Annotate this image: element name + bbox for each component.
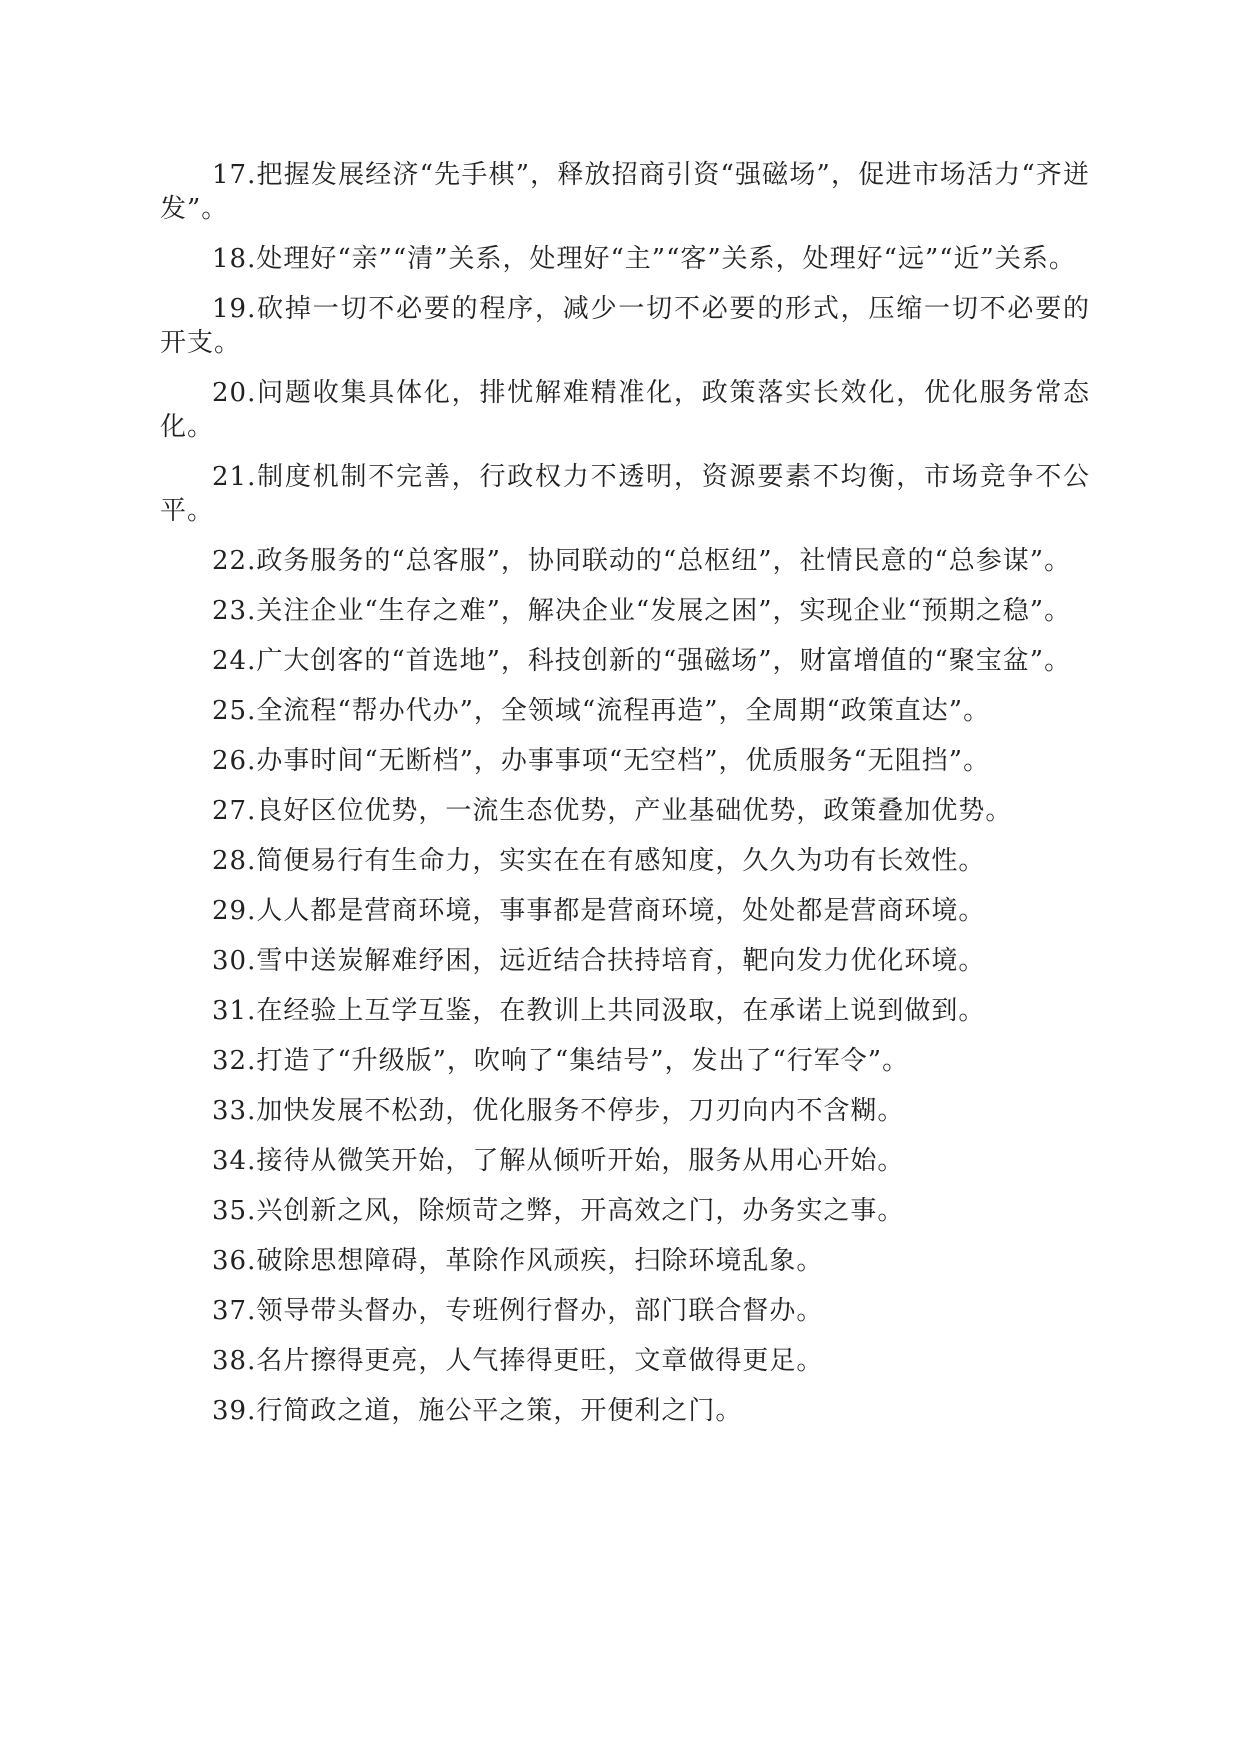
list-item: 37.领导带头督办，专班例行督办，部门联合督办。 bbox=[212, 1296, 824, 1326]
list-item: 25.全流程“帮办代办”，全领域“流程再造”，全周期“政策直达”。 bbox=[212, 696, 991, 726]
list-item: 18.处理好“亲”“清”关系，处理好“主”“客”关系，处理好“远”“近”关系。 bbox=[212, 244, 1076, 274]
list-item: 36.破除思想障碍，革除作风顽疾，扫除环境乱象。 bbox=[212, 1246, 824, 1276]
list-item: 38.名片擦得更亮，人气捧得更旺，文章做得更足。 bbox=[212, 1346, 824, 1376]
list-item: 39.行简政之道，施公平之策，开便利之门。 bbox=[212, 1396, 743, 1426]
list-item: 20.问题收集具体化，排忧解难精准化，政策落实长效化，优化服务常态化。 bbox=[160, 378, 1090, 442]
list-item: 34.接待从微笑开始，了解从倾听开始，服务从用心开始。 bbox=[212, 1146, 905, 1176]
list-item: 26.办事时间“无断档”，办事事项“无空档”，优质服务“无阻挡”。 bbox=[212, 746, 991, 776]
list-item: 29.人人都是营商环境，事事都是营商环境，处处都是营商环境。 bbox=[212, 896, 986, 926]
list-item: 22.政务服务的“总客服”，协同联动的“总枢纽”，社情民意的“总参谋”。 bbox=[212, 546, 1072, 576]
list-item: 32.打造了“升级版”，吹响了“集结号”，发出了“行军令”。 bbox=[212, 1046, 910, 1076]
list-item: 27.良好区位优势，一流生态优势，产业基础优势，政策叠加优势。 bbox=[212, 796, 1013, 826]
list-item: 31.在经验上互学互鉴，在教训上共同汲取，在承诺上说到做到。 bbox=[212, 996, 986, 1026]
document-body bbox=[160, 158, 1090, 1444]
list-item: 23.关注企业“生存之难”，解决企业“发展之困”，实现企业“预期之稳”。 bbox=[212, 596, 1072, 626]
list-item: 21.制度机制不完善，行政权力不透明，资源要素不均衡，市场竞争不公平。 bbox=[160, 462, 1090, 526]
list-item: 19.砍掉一切不必要的程序，减少一切不必要的形式，压缩一切不必要的开支。 bbox=[160, 294, 1090, 358]
list-item: 35.兴创新之风，除烦苛之弊，开高效之门，办务实之事。 bbox=[212, 1196, 905, 1226]
list-item: 24.广大创客的“首选地”，科技创新的“强磁场”，财富增值的“聚宝盆”。 bbox=[212, 646, 1072, 676]
list-item: 28.简便易行有生命力，实实在在有感知度，久久为功有长效性。 bbox=[212, 846, 986, 876]
list-item: 33.加快发展不松劲，优化服务不停步，刀刃向内不含糊。 bbox=[212, 1096, 905, 1126]
list-item: 30.雪中送炭解难纾困，远近结合扶持培育，靶向发力优化环境。 bbox=[212, 946, 986, 976]
list-item: 17.把握发展经济“先手棋”，释放招商引资“强磁场”，促进市场活力“齐迸发”。 bbox=[160, 160, 1090, 224]
